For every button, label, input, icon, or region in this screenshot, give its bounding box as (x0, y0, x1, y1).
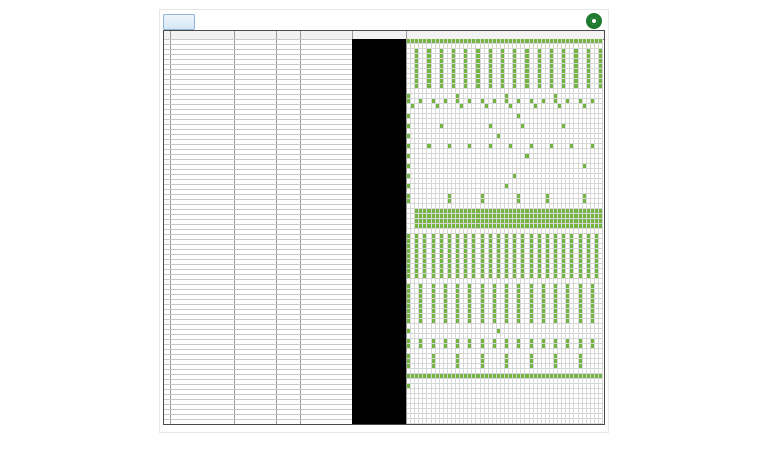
row-divider (164, 199, 352, 200)
row-divider (164, 254, 352, 255)
row-divider (164, 299, 352, 300)
row-divider (164, 219, 352, 220)
row-divider (164, 154, 352, 155)
row-divider (164, 134, 352, 135)
row-divider (164, 284, 352, 285)
company-logo-right (586, 13, 602, 29)
row-divider (164, 364, 352, 365)
row-divider (164, 79, 352, 80)
row-divider (164, 264, 352, 265)
row-divider (164, 289, 352, 290)
document-title (310, 13, 460, 29)
row-divider (164, 394, 352, 395)
row-divider (164, 204, 352, 205)
row-divider (164, 339, 352, 340)
row-divider (164, 229, 352, 230)
row-divider (164, 189, 352, 190)
row-divider (164, 139, 352, 140)
row-divider (164, 409, 352, 410)
row-divider (164, 164, 352, 165)
row-divider (164, 74, 352, 75)
row-divider (164, 384, 352, 385)
row-divider (164, 309, 352, 310)
row-divider (164, 389, 352, 390)
row-divider (164, 234, 352, 235)
schedule-cell (599, 419, 603, 424)
row-divider (164, 69, 352, 70)
row-divider (164, 209, 352, 210)
row-divider (164, 294, 352, 295)
row-divider (164, 64, 352, 65)
row-divider (164, 244, 352, 245)
row-divider (164, 49, 352, 50)
masked-area (352, 39, 406, 424)
row-divider (164, 269, 352, 270)
row-divider (164, 399, 352, 400)
row-divider (164, 84, 352, 85)
row-divider (164, 379, 352, 380)
row-divider (164, 404, 352, 405)
row-divider (164, 304, 352, 305)
row-divider (164, 319, 352, 320)
schedule-grid (407, 39, 603, 424)
row-divider (164, 149, 352, 150)
row-divider (164, 184, 352, 185)
row-divider (164, 359, 352, 360)
row-divider (164, 369, 352, 370)
row-divider (164, 274, 352, 275)
row-divider (164, 349, 352, 350)
row-divider (164, 414, 352, 415)
row-divider (164, 59, 352, 60)
row-divider (164, 44, 352, 45)
row-divider (164, 179, 352, 180)
row-divider (164, 354, 352, 355)
row-divider (164, 324, 352, 325)
row-divider (164, 114, 352, 115)
row-divider (164, 129, 352, 130)
row-divider (164, 159, 352, 160)
document-page (160, 10, 608, 432)
row-divider (164, 214, 352, 215)
schedule-table (163, 30, 605, 425)
row-divider (164, 419, 352, 420)
row-divider (164, 169, 352, 170)
row-divider (164, 329, 352, 330)
row-divider (164, 279, 352, 280)
row-divider (164, 334, 352, 335)
row-divider (164, 249, 352, 250)
row-divider (164, 344, 352, 345)
company-logo-left (163, 14, 195, 30)
row-divider (164, 89, 352, 90)
row-divider (164, 174, 352, 175)
row-divider (164, 239, 352, 240)
row-divider (164, 39, 352, 40)
row-divider (164, 109, 352, 110)
row-divider (164, 314, 352, 315)
row-divider (164, 224, 352, 225)
row-divider (164, 99, 352, 100)
row-divider (164, 194, 352, 195)
row-divider (164, 144, 352, 145)
row-divider (164, 259, 352, 260)
row-divider (164, 119, 352, 120)
row-divider (164, 374, 352, 375)
row-divider (164, 54, 352, 55)
row-divider (164, 104, 352, 105)
row-divider (164, 124, 352, 125)
row-divider (164, 94, 352, 95)
